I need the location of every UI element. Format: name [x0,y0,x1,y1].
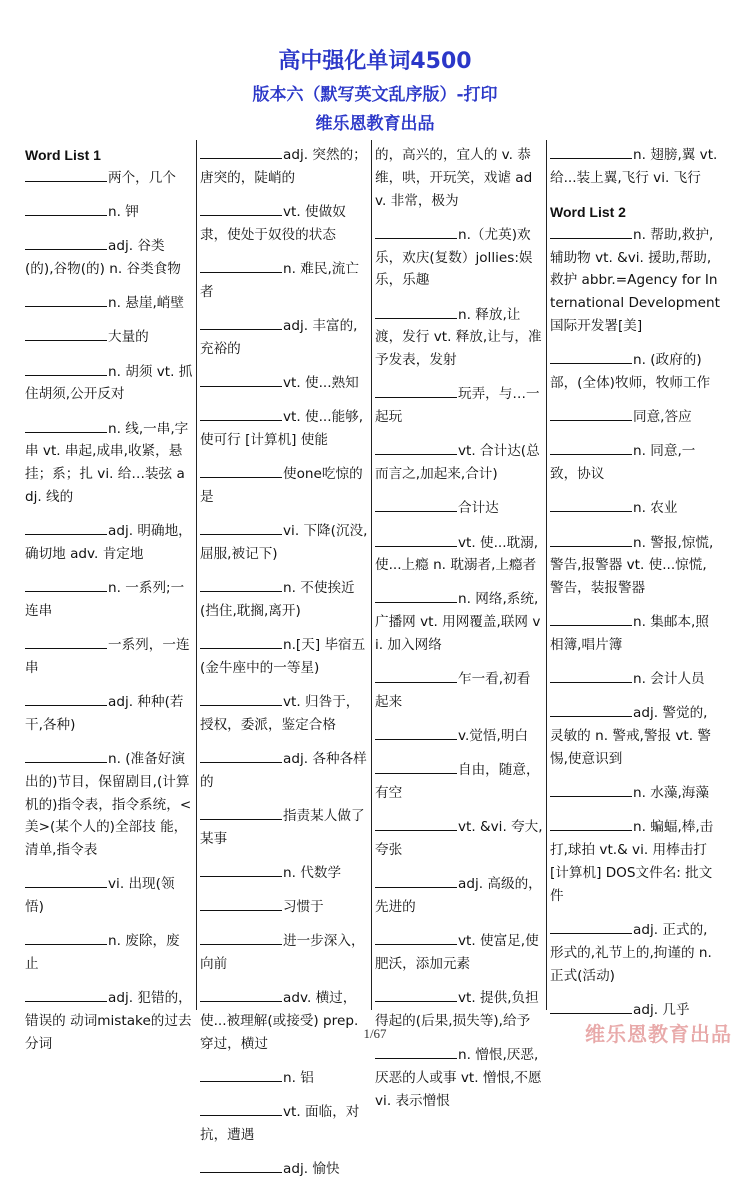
answer-blank [200,635,282,649]
definition-text: vt. 提供,负担得起的(后果,损失等),给予 [375,990,539,1030]
column-divider [196,140,197,1010]
answer-blank [550,1000,632,1014]
definition-text: n. 线,一串,字串 vt. 串起,成串,收紧，悬挂；系；扎 vi. 给…装弦 adj. 线的 [25,420,189,505]
word-entry [200,987,368,1055]
answer-blank [200,259,282,273]
definition-text: n. 集邮本,照相簿,唱片簿 [550,614,709,654]
definition-text: n. 难民,流亡者 [200,260,359,300]
definition-text: 自由，随意，有空 [375,762,540,802]
word-entry [375,588,543,656]
answer-blank [25,362,107,376]
answer-blank [200,806,282,820]
definition-text: n. 代数学 [283,865,342,881]
word-entry [200,1158,368,1181]
answer-blank [200,316,282,330]
answer-blank [375,589,457,603]
word-entry [550,349,720,395]
definition-text: n. 会计人员 [633,671,705,688]
answer-blank [375,225,457,239]
definition-text: 习惯于 [283,899,324,916]
definition-text: vt. 合计达(总而言之,加起来,合计) [375,443,540,483]
answer-blank [200,692,282,706]
answer-blank [550,350,632,364]
definition-text: adj. 几乎 [633,1001,690,1018]
word-entry [200,144,368,190]
word-entry [25,326,193,349]
answer-blank [550,669,632,683]
word-entry [25,691,193,737]
word-entry [200,634,368,680]
word-entry [25,361,193,407]
word-entry [375,224,543,292]
word-entry [25,167,193,190]
answer-blank [25,293,107,307]
answer-blank [25,692,107,706]
answer-blank [25,988,107,1002]
word-entry [550,668,720,691]
word-entry [375,532,543,578]
word-entry [200,896,368,919]
answer-blank [550,533,632,547]
answer-blank [25,749,107,763]
word-entry [375,759,543,805]
definition-text: n. 同意,一致，协议 [550,443,696,483]
answer-blank [375,874,457,888]
page-title: 高中强化单词4500 [278,49,472,74]
definition-text: vt. &vi. 夸大,夸张 [375,819,543,859]
word-entry [200,463,368,509]
definition-text: n. 憎恨,厌恶,厌恶的人或事 vt. 憎恨,不愿 vi. 表示憎恨 [375,1047,542,1109]
answer-blank [25,168,107,182]
definition-text: n. 不使挨近(挡住,耽搁,离开) [200,580,355,619]
word-entry [200,372,368,395]
word-entry [200,930,368,976]
definition-text: adj. 各种各样的 [200,751,367,790]
definition-text: n. 翅膀,翼 vt. 给...装上翼,飞行 vi. 飞行 [550,147,718,186]
definition-text: vt. 使...耽溺,使...上瘾 n. 耽溺者,上瘾者 [375,534,539,574]
answer-blank [200,1102,282,1116]
word-entry [200,315,368,361]
definition-text: adj. 高级的，先进的 [375,876,542,916]
answer-blank [550,920,632,934]
definition-text: adj. 谷类(的),谷物(的) n. 谷类食物 [25,238,181,277]
word-entry [25,292,193,315]
definition-text: 两个，几个 [108,169,176,186]
definition-text: adj. 突然的；唐突的，陡峭的 [200,147,367,186]
answer-blank [200,578,282,592]
word-entry [550,224,720,338]
answer-blank [375,817,457,831]
word-entry [375,816,543,862]
answer-blank [550,817,632,831]
word-entry [550,611,720,657]
definition-text: n. (准备好演出的)节目，保留剧目,(计算机的)指令表，指令系统，<美>(某个人的)全部技 能，清单,指令表 [25,751,192,859]
word-entry [25,520,193,566]
answer-blank [550,783,632,797]
answer-blank [25,202,107,216]
answer-blank [375,726,457,740]
word-entry [25,987,193,1055]
definition-text: vt. 面临，对抗，遭遇 [200,1104,360,1144]
definition-text: adj. 丰富的,充裕的 [200,317,358,357]
definition-text: 的，高兴的，宜人的 v. 恭维，哄，开玩笑，戏谑 adv. 非常，极为 [375,147,533,209]
definition-text: vi. 下降(沉没,屈服,被记下) [200,523,368,562]
definition-text: n. 网络,系统,广播网 vt. 用网覆盖,联网 vi. 加入网络 [375,591,541,654]
answer-blank [200,521,282,535]
word-entry [25,235,193,281]
word-entry [550,144,720,190]
answer-blank [375,669,457,683]
word-column-4 [550,144,720,1018]
column-divider [546,140,547,1010]
answer-blank [25,419,107,433]
word-entry [200,406,368,452]
definition-text: vt. 归咎于，授权，委派，鉴定合格 [200,694,360,733]
word-entry [550,816,720,907]
publisher-line: 维乐恩教育出品 [315,114,435,134]
definition-text: vi. 出现(领悟) [25,876,175,916]
definition-text: vt. 使做奴隶，使处于奴役的状态 [200,203,346,243]
word-entry [200,691,368,737]
definition-text: v.觉悟,明白 [458,728,529,745]
definition-text: n.（尤英)欢乐，欢庆(复数）jollies:娱乐，乐趣 [375,226,533,289]
answer-blank [200,1068,282,1082]
answer-blank [25,521,107,535]
answer-blank [200,988,282,1002]
answer-blank [200,202,282,216]
word-entry [550,702,720,770]
definition-text: n. 农业 [633,500,678,517]
word-entry [200,862,368,885]
word-entry [200,1101,368,1147]
answer-blank [550,145,632,159]
definition-text: vt. 使富足,使肥沃，添加元素 [375,933,539,973]
answer-blank [200,1159,282,1173]
definition-text: vt. 使...熟知 [283,374,359,391]
answer-blank [200,749,282,763]
definition-text: n. 铝 [283,1070,314,1087]
word-entry [375,873,543,919]
word-entry [25,577,193,623]
definition-text: adv. 横过，使...被理解(或接受) prep. 穿过，横过 [200,990,359,1052]
word-entry [550,440,720,486]
answer-blank [375,1045,457,1059]
answer-blank [375,988,457,1002]
definition-text: vt. 使...能够,使可行 [计算机] 使能 [200,409,364,448]
definition-text: n. 警报,惊慌,警告,报警器 vt. 使...惊慌,警告，装报警器 [550,534,714,597]
definition-text: 一系列，一连串 [25,637,190,676]
definition-text: 乍一看,初看起来 [375,671,531,711]
answer-blank [25,236,107,250]
answer-blank [375,931,457,945]
answer-blank [25,578,107,592]
publisher-watermark: 维乐恩教育出品 [585,1022,732,1046]
answer-blank [200,897,282,911]
answer-blank [550,612,632,626]
definition-text: 指责某人做了某事 [200,808,365,847]
definition-text: n. 钾 [108,203,139,220]
word-entry [200,805,368,851]
word-entry [25,418,193,509]
answer-blank [375,533,457,547]
definition-text: n.[天] 毕宿五(金牛座中的一等星) [200,637,366,676]
definition-text: n. 释放,让渡，发行 vt. 释放,让与，准予发表，发射 [375,306,542,369]
answer-blank [200,464,282,478]
definition-text: n. 一系列;一连串 [25,580,185,619]
definition-text: adj. 正式的,形式的,礼节上的,拘谨的 n. 正式(活动) [550,922,712,984]
word-entry [550,919,720,987]
answer-blank [550,407,632,421]
word-column-2 [200,144,368,1178]
answer-blank [375,760,457,774]
answer-blank [25,327,107,341]
answer-blank [375,441,457,455]
definition-text: n. (政府的)部，(全体)牧师，牧师工作 [550,352,711,391]
word-entry [200,577,368,623]
word-entry [550,782,720,805]
word-entry [375,930,543,976]
column-divider [371,140,372,1010]
answer-blank [550,498,632,512]
word-entry [200,1067,368,1090]
definition-text: 玩弄，与…一起玩 [375,386,540,426]
answer-blank [200,373,282,387]
word-entry [550,497,720,520]
word-entry [375,1044,543,1112]
word-entry [200,258,368,304]
word-list-heading: Word List 1 [25,147,101,163]
answer-blank [25,874,107,888]
definition-text: 大量的 [108,329,149,346]
word-entry [375,440,543,486]
word-entry [25,634,193,680]
definition-text: 使one吃惊的是 [200,466,363,505]
answer-blank [375,498,457,512]
answer-blank [200,931,282,945]
word-column-1 [25,144,193,1052]
answer-blank [550,225,632,239]
answer-blank [375,384,457,398]
definition-text: n. 蝙蝠,棒,击打,球拍 vt.& vi. 用棒击打 [计算机] DOS文件名: 批文件 [550,819,714,904]
word-entry [550,532,720,600]
word-entry [375,497,543,520]
definition-text: n. 帮助,救护,辅助物 vt. &vi. 援助,帮助,救护 abbr.=Agency for International Development 国际开发署[美] [550,226,720,334]
word-entry [25,930,193,976]
word-entry [25,748,193,862]
definition-text: adj. 犯错的，错误的 动词mistake的过去分词 [25,990,192,1052]
answer-blank [200,145,282,159]
word-entry [375,668,543,714]
word-entry [25,873,193,919]
answer-blank [25,931,107,945]
definition-text: adj. 种种(若干,各种) [25,694,184,733]
answer-blank [200,863,282,877]
answer-blank [25,635,107,649]
word-entry [200,520,368,566]
word-entry [200,201,368,247]
page-subtitle: 版本六（默写英文乱序版）-打印 [252,85,498,105]
definition-text: n. 悬崖,峭壁 [108,295,184,312]
word-entry [375,725,543,748]
word-entry [200,748,368,794]
definition-text: n. 水藻,海藻 [633,785,709,802]
definition-text: adj. 明确地，确切地 adv. 肯定地 [25,523,192,562]
answer-blank [550,441,632,455]
word-entry [375,383,543,429]
word-list-heading: Word List 2 [550,203,626,220]
definition-text: 进一步深入，向前 [200,933,365,973]
definition-text: adj. 警觉的,灵敏的 n. 警戒,警报 vt. 警惕,使意识到 [550,705,711,768]
word-entry [25,201,193,224]
definition-text: adj. 愉快 [283,1161,340,1178]
page-number: 1/67 [363,1026,387,1041]
definition-text: n. 废除，废止 [25,933,180,973]
definition-text: n. 胡须 vt. 抓住胡须,公开反对 [25,363,193,403]
answer-blank [375,305,457,319]
word-entry [375,144,543,212]
definition-text: 合计达 [458,500,499,517]
word-entry [375,304,543,372]
word-entry [550,406,720,429]
definition-text: 同意,答应 [633,409,692,426]
answer-blank [200,407,282,421]
answer-blank [550,703,632,717]
